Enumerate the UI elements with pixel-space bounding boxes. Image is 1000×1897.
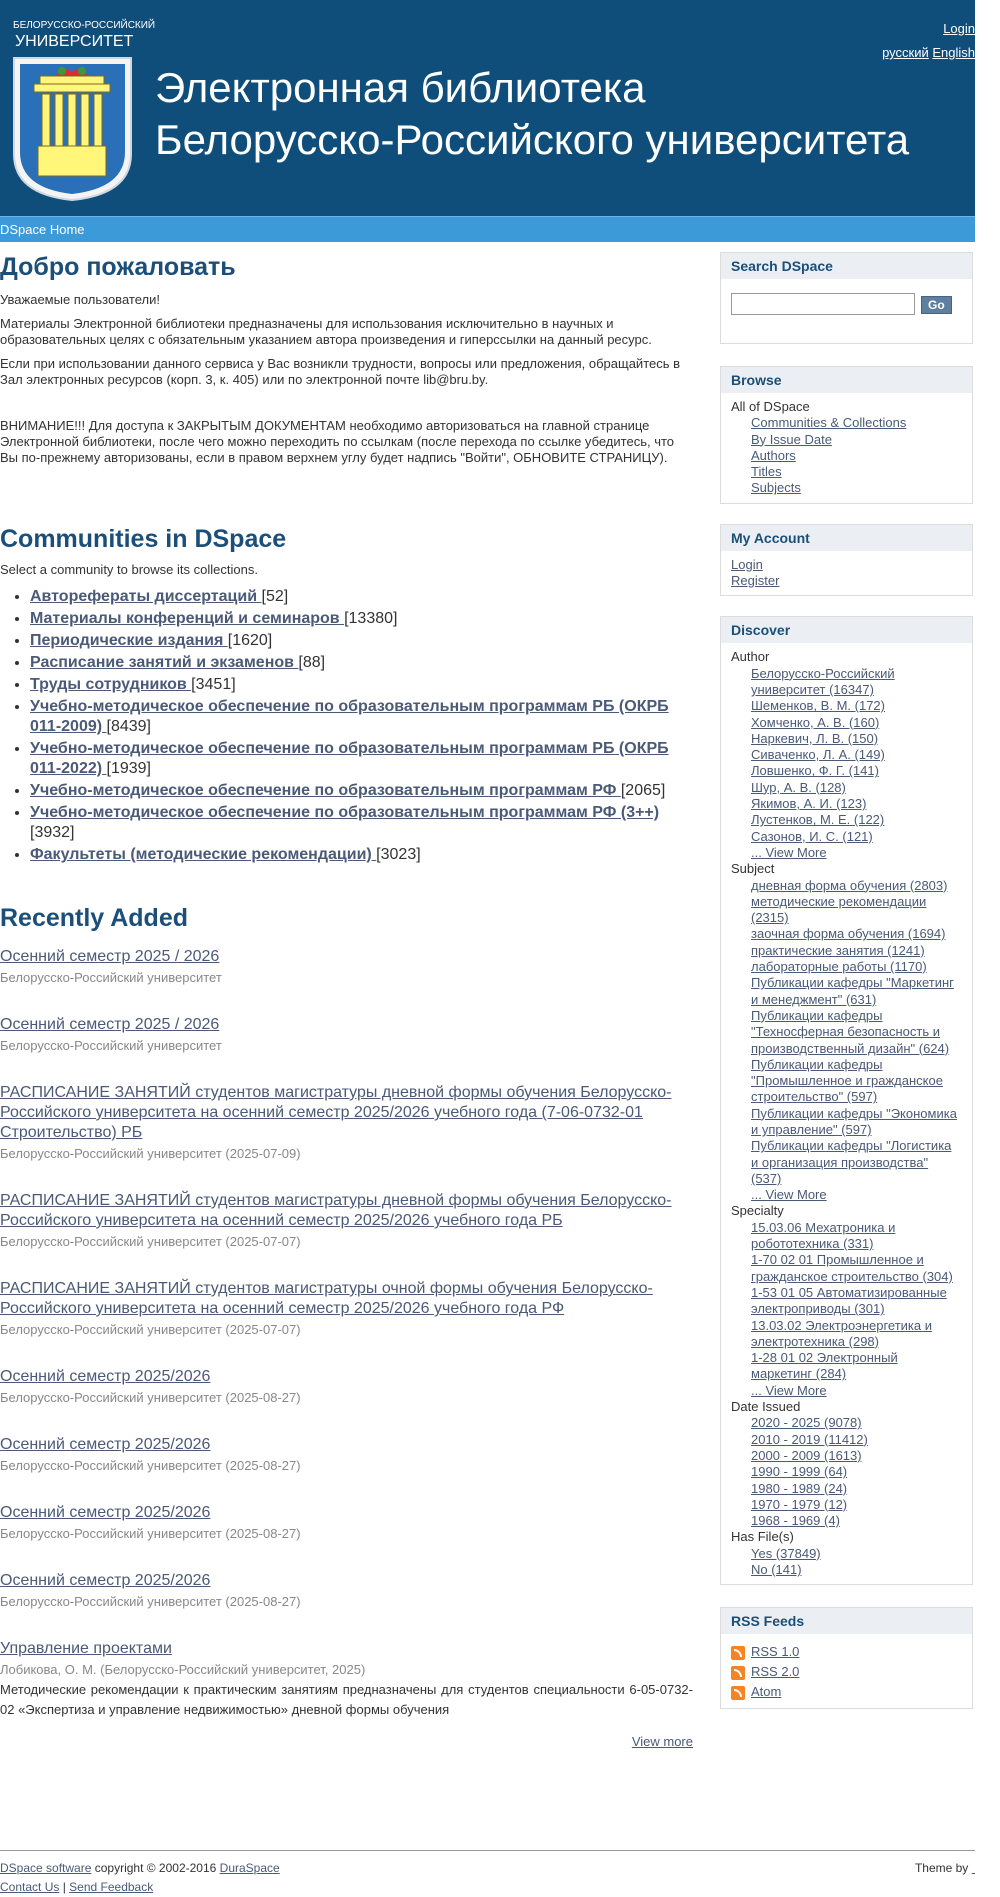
recent-item-date: (2025-08-27)	[225, 1390, 301, 1405]
recent-item-meta: Лобикова, О. М. (Белорусско-Российский университет, 2025)	[0, 1662, 366, 1677]
recent-item-publisher: Белорусско-Российский университет	[0, 1526, 222, 1541]
recent-item-meta	[0, 1322, 693, 1337]
recent-item-title[interactable]: Осенний семестр 2025/2026	[0, 1436, 211, 1453]
browse-titles-link[interactable]: Titles	[751, 464, 782, 480]
community-link[interactable]: Авторефераты диссертаций	[30, 588, 262, 605]
logo-line1: БЕЛОРУССКО-РОССИЙСКИЙ	[13, 20, 156, 31]
recent-item-meta	[0, 970, 693, 985]
facet-date-link[interactable]: 1968 - 1969 (4)	[751, 1513, 840, 1529]
recent-item	[0, 1435, 693, 1473]
footer-dspace-link[interactable]: DSpace software	[0, 1861, 92, 1875]
browse-communities-link[interactable]: Communities & Collections	[751, 415, 907, 431]
recent-item-meta	[0, 1038, 693, 1053]
welcome-heading: Добро пожаловать	[0, 253, 236, 281]
browse-subjects-link[interactable]: Subjects	[751, 480, 801, 496]
community-item	[30, 587, 693, 607]
facet-subject-link[interactable]: заочная форма обучения (1694)	[751, 926, 946, 942]
recent-item-title[interactable]: Осенний семестр 2025 / 2026	[0, 948, 220, 965]
rss1-link[interactable]: RSS 1.0	[751, 1644, 800, 1660]
lang-ru-link[interactable]: русский	[882, 45, 929, 60]
recent-item-title[interactable]: Осенний семестр 2025/2026	[0, 1368, 211, 1385]
community-count: [2065]	[620, 782, 666, 799]
recent-list	[0, 947, 693, 1749]
rss2-link[interactable]: RSS 2.0	[751, 1664, 800, 1680]
browse-all-label: All of DSpace	[731, 399, 810, 414]
facet-date-label: Date Issued	[731, 1399, 801, 1415]
footer-contact-link[interactable]: Contact Us	[0, 1880, 60, 1894]
facet-date-link[interactable]: 2000 - 2009 (1613)	[751, 1447, 862, 1463]
rss-box	[720, 1607, 973, 1709]
search-input[interactable]	[731, 293, 915, 315]
recent-item-title[interactable]: Осенний семестр 2025/2026	[0, 1504, 211, 1521]
welcome-text	[0, 292, 693, 466]
welcome-p2: Материалы Электронной библиотеки предназначены для использования исключительно в научных и образовательных целях с обязательным указанием автора произведения и гиперссылки на данный ресурс.	[0, 316, 652, 347]
recent-item	[0, 1279, 693, 1337]
recent-item-title[interactable]: Управление проектами	[0, 1640, 172, 1657]
discover-box	[720, 616, 973, 1585]
community-count: [1939]	[106, 760, 151, 777]
welcome-p4: ВНИМАНИЕ!!! Для доступа к ЗАКРЫТЫМ ДОКУМЕНТАМ необходимо авторизоваться на главной странице Электронной библиотеки, после чего можно переходить по ссылкам (после перехода по ссылке убедитесь, что Вы по-прежнему авторизованы, если в правом верхнем углу будет надпись "Войти", ОБНОВИТЕ СТРАНИЦУ).	[0, 418, 675, 465]
community-item	[30, 781, 693, 801]
facet-date-link[interactable]: 2010 - 2019 (11412)	[751, 1431, 868, 1447]
sidebar	[720, 252, 973, 1709]
facet-subject-link[interactable]: Публикации кафедры "Логистика и организация производства" (537)	[751, 1138, 952, 1186]
recent-item-publisher: Белорусско-Российский университет	[0, 1390, 222, 1405]
facet-specialty-link[interactable]: 13.03.02 Электроэнергетика и электротехника (298)	[751, 1317, 933, 1349]
community-item	[30, 845, 693, 865]
recent-item-publisher: Белорусско-Российский университет	[0, 1234, 222, 1249]
recent-item	[0, 1367, 693, 1405]
browse-box	[720, 366, 973, 504]
university-shield-logo-icon[interactable]	[10, 54, 135, 202]
facet-author-link[interactable]: Шеменков, В. М. (172)	[751, 698, 885, 714]
account-box	[720, 524, 973, 597]
facet-date-link[interactable]: 2020 - 2025 (9078)	[751, 1415, 862, 1431]
breadcrumb	[0, 216, 975, 242]
view-more-link[interactable]: View more	[631, 1734, 693, 1749]
search-box	[720, 252, 973, 344]
recent-item-title[interactable]: РАСПИСАНИЕ ЗАНЯТИЙ студентов магистратуры очной формы обучения Белорусско-Российского университета на осенний семестр 2025/2026 учебного года РФ	[0, 1280, 653, 1317]
footer-theme	[915, 1859, 975, 1878]
recent-item-abstract: Методические рекомендации к практическим занятиям предназначены для студентов специальности 6-05-0732-02 «Экспертиза и управление недвижимостью» дневной формы обучения	[0, 1682, 693, 1717]
recent-item-meta	[0, 1594, 693, 1609]
login-link[interactable]: Login	[943, 21, 975, 36]
facet-subject-link[interactable]: дневная форма обучения (2803)	[751, 877, 948, 893]
community-count: [13380]	[344, 610, 398, 627]
recent-item	[0, 1639, 693, 1720]
search-go-button[interactable]: Go	[921, 296, 952, 314]
recent-item	[0, 1083, 693, 1161]
communities-list	[0, 587, 693, 865]
facet-specialty-link[interactable]: 1-53 01 05 Автоматизированные электроприводы (301)	[751, 1284, 947, 1317]
facet-author-link[interactable]: Белорусско-Российский университет (16347)	[751, 665, 895, 697]
recent-item-date: (2025-07-07)	[225, 1234, 301, 1249]
recent-item	[0, 1571, 693, 1609]
recent-item-publisher: Белорусско-Российский университет	[0, 970, 222, 985]
facet-author-view-more-link[interactable]: ... View More	[751, 844, 827, 860]
facet-author-link[interactable]: Хомченко, А. В. (160)	[751, 714, 880, 730]
community-item	[30, 803, 693, 843]
facet-specialty-link[interactable]: 1-70 02 01 Промышленное и гражданское строительство (304)	[751, 1252, 953, 1284]
rss-heading: RSS Feeds	[721, 1608, 972, 1634]
community-count: [3451]	[191, 676, 236, 693]
recent-item-meta	[0, 1458, 693, 1473]
community-count: [3932]	[30, 824, 75, 841]
community-item	[30, 653, 693, 673]
welcome-p3: Если при использовании данного сервиса у Вас возникли трудности, вопросы или предложения, обращайтесь в Зал электронных ресурсов (корп. 3, к. 405) или по электронной почте lib@bru.by.	[0, 356, 681, 387]
facet-subject-link[interactable]: практические занятия (1241)	[751, 942, 925, 958]
recent-item-title[interactable]: Осенний семестр 2025 / 2026	[0, 1016, 220, 1033]
facet-date-link[interactable]: 1970 - 1979 (12)	[751, 1496, 848, 1512]
facet-author-link[interactable]: Якимов, А. И. (123)	[751, 796, 867, 812]
facet-specialty-label: Specialty	[731, 1203, 784, 1219]
rss-icon	[731, 1666, 745, 1680]
facet-subject-link[interactable]: методические рекомендации (2315)	[751, 893, 927, 926]
recent-item-date: (2025-08-27)	[225, 1526, 301, 1541]
browse-heading: Browse	[721, 367, 972, 393]
recent-item	[0, 1191, 693, 1249]
footer-duraspace-link[interactable]: DuraSpace	[219, 1861, 280, 1875]
welcome-p1: Уважаемые пользователи!	[0, 292, 160, 307]
recent-item-publisher: Белорусско-Российский университет	[0, 1038, 222, 1053]
recent-item-title[interactable]: РАСПИСАНИЕ ЗАНЯТИЙ студентов магистратуры дневной формы обучения Белорусско-Российского университета на осенний семестр 2025/2026 учебного года (7-06-0732-01 Строительство) РБ	[0, 1084, 672, 1141]
facet-files-label: Has File(s)	[731, 1529, 794, 1545]
facet-date-link[interactable]: 1980 - 1989 (24)	[751, 1480, 848, 1496]
communities-heading: Communities in DSpace	[0, 525, 287, 553]
footer-separator: |	[59, 1880, 70, 1894]
community-item	[30, 697, 693, 737]
recent-item-date: (2025-07-07)	[225, 1322, 301, 1337]
facet-author-link[interactable]: Шур, А. В. (128)	[751, 779, 846, 795]
browse-authors-link[interactable]: Authors	[751, 447, 796, 463]
communities-subtitle: Select a community to browse its collections.	[0, 562, 258, 577]
facet-author-label: Author	[731, 649, 770, 665]
recent-item-meta	[0, 1390, 693, 1405]
recent-item	[0, 1015, 693, 1053]
facet-author-link[interactable]: Ловшенко, Ф. Г. (141)	[751, 763, 879, 779]
facet-subject-link[interactable]: Публикации кафедры "Техносферная безопасность и производственный дизайн" (624)	[751, 1007, 950, 1056]
community-link[interactable]: Периодические издания	[30, 632, 228, 649]
community-item	[30, 675, 693, 695]
facet-subject-label: Subject	[731, 861, 775, 877]
facet-specialty-view-more-link[interactable]: ... View More	[751, 1382, 827, 1398]
facet-author-link[interactable]: Сазонов, И. С. (121)	[751, 828, 873, 844]
facet-specialty-link[interactable]: 1-28 01 02 Электронный маркетинг (284)	[751, 1350, 898, 1382]
recent-item-publisher: Белорусско-Российский университет	[0, 1594, 222, 1609]
recent-item-title[interactable]: РАСПИСАНИЕ ЗАНЯТИЙ студентов магистратуры дневной формы обучения Белорусско-Российского университета на осенний семестр 2025/2026 учебного года РБ	[0, 1192, 672, 1229]
community-count: [1620]	[227, 632, 273, 649]
footer-copyright: copyright © 2002-2016	[91, 1861, 220, 1875]
site-header	[0, 0, 975, 216]
site-title	[155, 62, 909, 166]
footer-theme-text: Theme by	[914, 1861, 972, 1875]
discover-heading: Discover	[721, 617, 972, 643]
community-item	[30, 609, 693, 629]
facet-subject-link[interactable]: Публикации кафедры "Промышленное и гражданское строительство" (597)	[751, 1056, 943, 1105]
facet-specialty-link[interactable]: 15.03.06 Мехатроника и робототехника (331)	[751, 1219, 896, 1252]
breadcrumb-home-link[interactable]: DSpace Home	[0, 222, 85, 237]
recent-item	[0, 947, 693, 985]
browse-date-link[interactable]: By Issue Date	[751, 431, 832, 447]
facet-subject-view-more-link[interactable]: ... View More	[751, 1187, 827, 1203]
recent-item-meta	[0, 1526, 693, 1541]
community-item	[30, 739, 693, 779]
facet-author-link[interactable]: Лустенков, М. Е. (122)	[751, 812, 885, 828]
rss-icon	[731, 1646, 745, 1660]
community-count: [3023]	[376, 846, 421, 863]
facet-subject-link[interactable]: лабораторные работы (1170)	[751, 959, 927, 975]
recent-item-publisher: Белорусско-Российский университет	[0, 1322, 222, 1337]
facet-author-link[interactable]: Наркевич, Л. В. (150)	[751, 730, 879, 746]
main-content	[0, 252, 693, 1749]
account-heading: My Account	[721, 525, 972, 551]
recent-item	[0, 1503, 693, 1541]
community-link[interactable]: Учебно-методическое обеспечение по образовательным программам РБ (ОКРБ 011-2009)	[30, 698, 669, 735]
recent-item-date: (2025-08-27)	[225, 1458, 301, 1473]
recent-heading: Recently Added	[0, 904, 189, 932]
footer	[0, 1850, 975, 1897]
lang-en-link[interactable]: English	[932, 45, 975, 60]
facet-author-link[interactable]: Сиваченко, Л. А. (149)	[751, 747, 885, 763]
facet-files-link[interactable]: Yes (37849)	[751, 1545, 821, 1561]
community-link[interactable]: Расписание занятий и экзаменов	[30, 654, 299, 671]
recent-item-publisher: Белорусско-Российский университет	[0, 1458, 222, 1473]
header-links	[882, 17, 975, 65]
recent-item-meta	[0, 1146, 693, 1161]
recent-item-title[interactable]: Осенний семестр 2025/2026	[0, 1572, 211, 1589]
account-register-link[interactable]: Register	[731, 573, 780, 589]
search-heading: Search DSpace	[721, 253, 972, 279]
community-link[interactable]: Факультеты (методические рекомендации)	[30, 846, 377, 863]
facet-subject-link[interactable]: Публикации кафедры "Маркетинг и менеджмент" (631)	[751, 975, 954, 1007]
community-link[interactable]: Учебно-методическое обеспечение по образовательным программам РФ (3++)	[30, 804, 660, 821]
site-title-line2: Белорусско-Российского университета	[155, 116, 910, 163]
rss-icon	[731, 1686, 745, 1700]
facet-date-link[interactable]: 1990 - 1999 (64)	[751, 1464, 848, 1480]
site-title-line1: Электронная библиотека	[155, 64, 646, 111]
community-link[interactable]: Учебно-методическое обеспечение по образовательным программам РФ	[30, 782, 621, 799]
recent-item-meta	[0, 1234, 693, 1249]
logo-line2: УНИВЕРСИТЕТ	[15, 33, 134, 50]
community-link[interactable]: Учебно-методическое обеспечение по образовательным программам РБ (ОКРБ 011-2022)	[30, 740, 669, 777]
community-count: [8439]	[106, 718, 151, 735]
community-link[interactable]: Труды сотрудников	[30, 676, 192, 693]
community-count: [88]	[298, 654, 326, 671]
facet-files-link[interactable]: No (141)	[751, 1562, 802, 1577]
recent-item-date: (2025-07-09)	[225, 1146, 301, 1161]
community-item	[30, 631, 693, 651]
footer-feedback-link[interactable]: Send Feedback	[69, 1880, 154, 1894]
atom-link[interactable]: Atom	[751, 1684, 782, 1700]
recent-item-date: (2025-08-27)	[225, 1594, 301, 1609]
facet-subject-link[interactable]: Публикации кафедры "Экономика и управление" (597)	[751, 1105, 957, 1137]
community-count: [52]	[261, 588, 289, 605]
recent-item-publisher: Белорусско-Российский университет	[0, 1146, 222, 1161]
account-login-link[interactable]: Login	[731, 556, 763, 572]
community-link[interactable]: Материалы конференций и семинаров	[30, 610, 345, 627]
